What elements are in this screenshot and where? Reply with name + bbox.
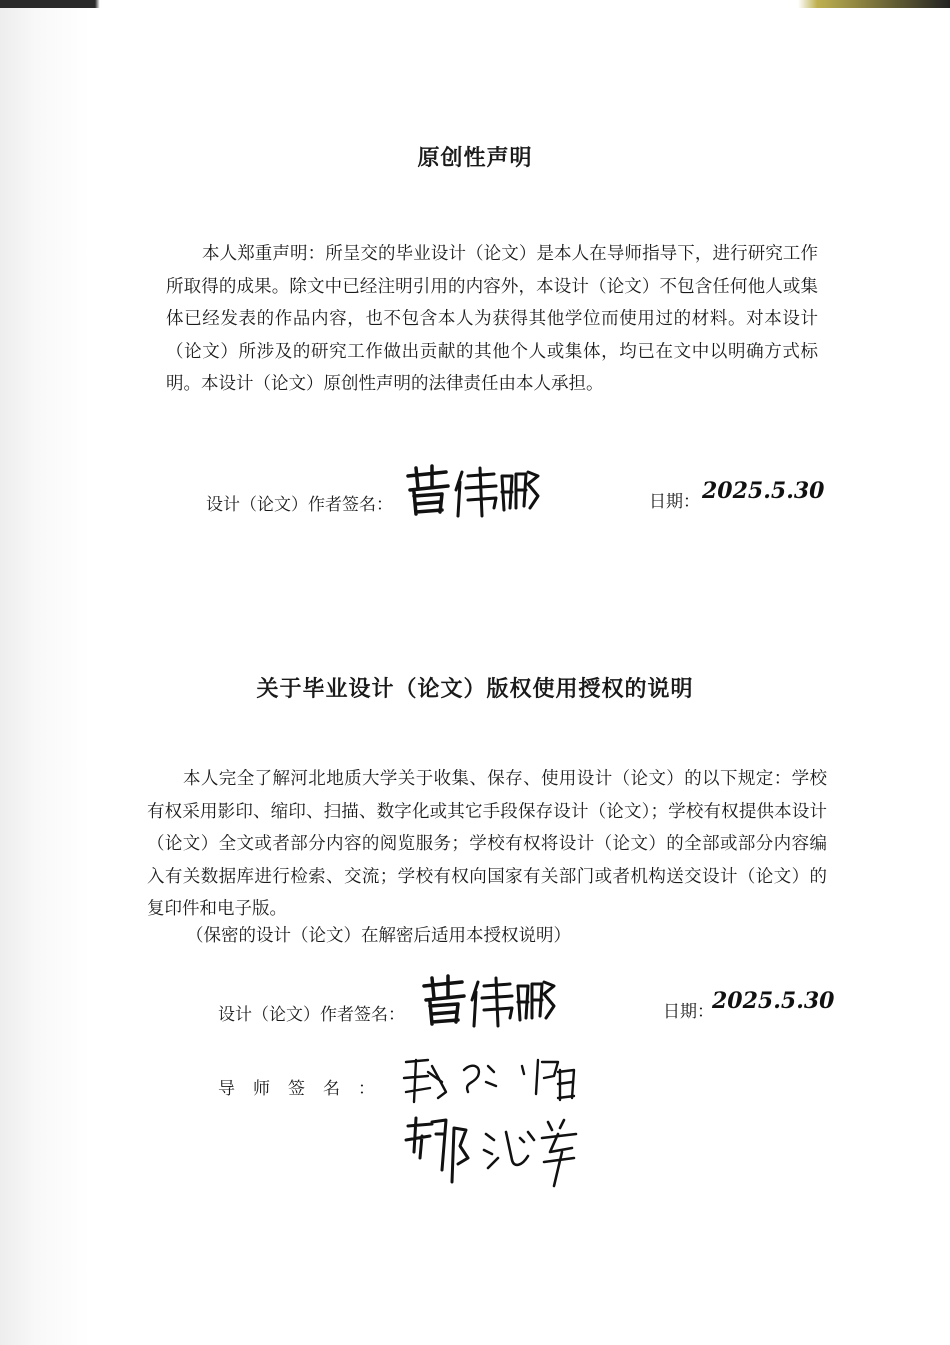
authorization-title: 关于毕业设计（论文）版权使用授权的说明: [256, 677, 694, 702]
declaration-date-label: 日期：: [649, 492, 700, 512]
authorization-note: （保密的设计（论文）在解密后适用本授权说明）: [186, 926, 571, 946]
declaration-author-signature-label: 设计（论文）作者签名：: [206, 495, 393, 515]
declaration-date: 2025.5.30: [702, 478, 825, 504]
advisor-signature-1: [398, 1052, 598, 1112]
advisor-signature-2: [402, 1112, 582, 1192]
authorization-author-signature: [418, 972, 558, 1030]
declaration-body: 本人郑重声明：所呈交的毕业设计（论文）是本人在导师指导下，进行研究工作所取得的成果。除文中已经注明引用的内容外，本设计（论文）不包含任何他人或集体已经发表的作品内容，也不包含本人为获得其他学位而使用过的材料。对本设计（论文）所涉及的研究工作做出贡献的其他个人或集体，均已在文中以明确方式标明。本设计（论文）原创性声明的法律责任由本人承担。: [166, 244, 818, 394]
authorization-body: 本人完全了解河北地质大学关于收集、保存、使用设计（论文）的以下规定：学校有权采用影印、缩印、扫描、数字化或其它手段保存设计（论文）；学校有权提供本设计（论文）全文或者部分内容的阅览服务；学校有权将设计（论文）的全部或部分内容编入有关数据库进行检索、交流；学校有权向国家有关部门或者机构送交设计（论文）的复印件和电子版。: [147, 769, 827, 919]
authorization-author-signature-label: 设计（论文）作者签名：: [218, 1005, 405, 1025]
declaration-author-signature: [402, 462, 542, 520]
declaration-title: 原创性声明: [417, 146, 533, 171]
authorization-date-label: 日期：: [663, 1002, 714, 1022]
advisor-signature-label: 导师签名：: [218, 1079, 393, 1099]
authorization-date: 2025.5.30: [712, 988, 835, 1014]
scan-top-edge: [0, 0, 950, 8]
